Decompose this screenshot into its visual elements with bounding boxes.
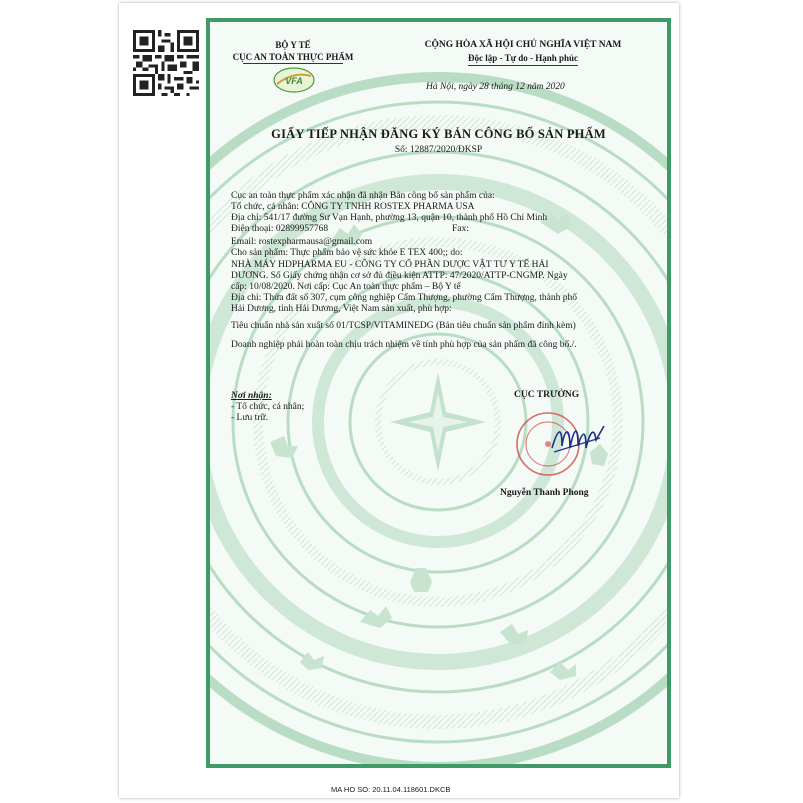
intro-text: Cục an toàn thực phẩm xác nhận đã nhận Bản công bố sản phẩm của:	[231, 191, 495, 201]
issue-date: Hà Nội, ngày 28 tháng 12 năm 2020	[426, 82, 565, 92]
recipients-label: Nơi nhận:	[231, 391, 272, 401]
registration-number: Số: 12887/2020/ĐKSP	[394, 145, 483, 155]
country-name: CỘNG HÒA XÃ HỘI CHỦ NGHĨA VIỆT NAM	[424, 40, 622, 50]
product: Cho sản phẩm: Thực phẩm bảo vệ sức khỏe E TEX 400;; do:	[231, 248, 463, 258]
organization: Tổ chức, cá nhân: CÔNG TY TNHH ROSTEX PHARMA USA	[231, 202, 475, 212]
product-standard: Tiêu chuẩn nhà sản xuất số 01/TCSP/VITAMINEDG (Bản tiêu chuẩn sản phẩm đính kèm)	[231, 321, 576, 331]
responsibility-statement: Doanh nghiệp phải hoàn toàn chịu trách nhiệm về tính phù hợp của sản phẩm đã công bố./.	[231, 340, 577, 350]
document-title: GIẤY TIẾP NHẬN ĐĂNG KÝ BẢN CÔNG BỐ SẢN PHẨM	[271, 127, 606, 141]
manufacturer-address-2: Hải Dương, tỉnh Hải Dương, Việt Nam sản xuất, phù hợp:	[231, 304, 452, 314]
manufacturer-line-2: DƯƠNG. Số Giấy chứng nhận cơ sở đủ điều kiện ATTP: 47/2020/ATTP-CNGMP. Ngày	[231, 271, 568, 281]
phone: Điện thoại: 02899957768	[231, 224, 329, 234]
email: Email: rostexpharmausa@gmail.com	[231, 237, 373, 247]
signature	[548, 418, 608, 460]
recipient-item: - Lưu trữ.	[231, 413, 268, 423]
manufacturer-line-1: NHÀ MÁY HDPHARMA EU - CÔNG TY CỔ PHẦN DƯỢC VẬT TƯ Y TẾ HẢI	[231, 260, 549, 270]
recipient-item: - Tổ chức, cá nhân;	[231, 402, 305, 412]
motto-underline	[468, 65, 578, 66]
agency-name: CỤC AN TOÀN THỰC PHẨM	[232, 52, 354, 62]
agency-underline	[243, 63, 343, 64]
motto: Độc lập - Tự do - Hạnh phúc	[467, 53, 578, 63]
manufacturer-address-1: Địa chỉ: Thửa đất số 307, cụm công nghiệp Cẩm Thượng, phường Cẩm Thượng, thành phố	[231, 293, 577, 303]
ministry-name: BỘ Y TẾ	[275, 40, 311, 50]
manufacturer-line-3: cấp: 10/08/2020. Nơi cấp: Cục An toàn thực phẩm – Bộ Y tế	[231, 282, 461, 292]
logo-text: VFA	[285, 76, 303, 86]
fax: Fax:	[452, 224, 469, 234]
dossier-code: MA HO SO: 20.11.04.118601.DKCB	[331, 785, 451, 794]
signer-name: Nguyễn Thanh Phong	[500, 488, 589, 498]
signer-role: CỤC TRƯỞNG	[514, 390, 580, 400]
vfa-logo	[273, 67, 315, 93]
organization-address: Địa chỉ: 541/17 đường Sư Vạn Hạnh, phường 13, quận 10, thành phố Hồ Chí Minh	[231, 213, 548, 223]
qr-code	[133, 30, 199, 96]
